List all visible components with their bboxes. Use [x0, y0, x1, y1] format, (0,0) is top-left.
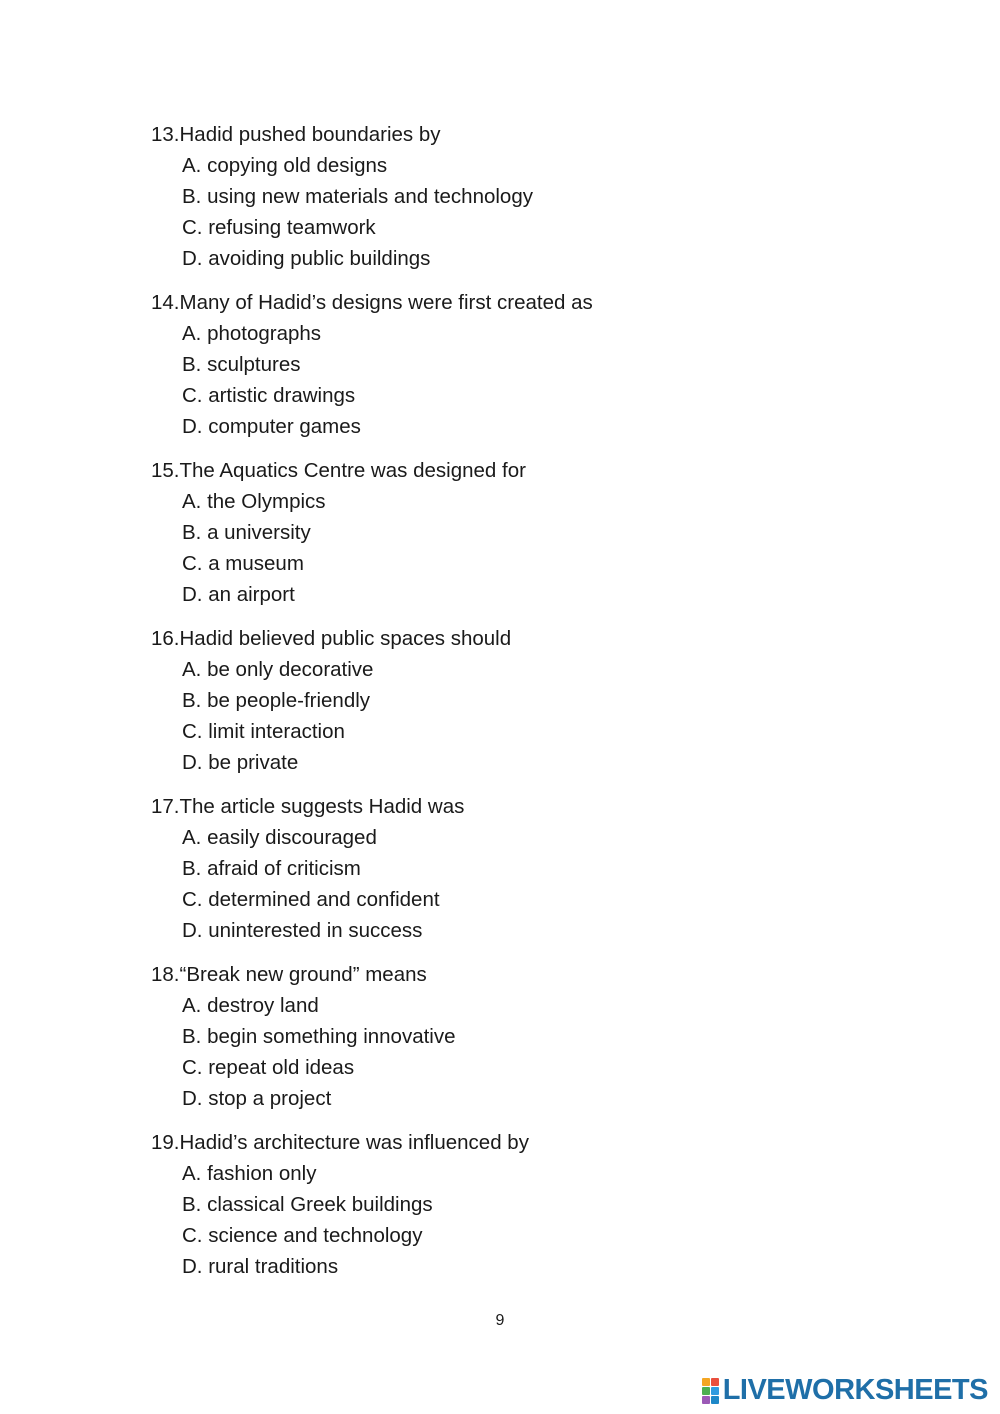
option-c[interactable]: C. science and technology — [182, 1224, 423, 1247]
option-d[interactable]: D. an airport — [182, 583, 295, 606]
option-list — [151, 990, 851, 1114]
option-list — [151, 1158, 851, 1282]
page-number: 9 — [495, 1312, 505, 1329]
option-b[interactable]: B. using new materials and technology — [182, 185, 533, 208]
option-d[interactable]: D. uninterested in success — [182, 919, 423, 942]
option-a[interactable]: A. copying old designs — [182, 154, 388, 177]
question-number: 18. — [151, 963, 180, 986]
question-text: Hadid pushed boundaries by — [179, 123, 441, 146]
option-a[interactable]: A. photographs — [182, 322, 322, 345]
option-a[interactable]: A. destroy land — [182, 994, 319, 1017]
option-b[interactable]: B. be people-friendly — [182, 689, 371, 712]
question-16 — [151, 623, 851, 778]
question-text: The Aquatics Centre was designed for — [179, 459, 526, 482]
question-stem — [151, 455, 851, 486]
question-number: 19. — [151, 1131, 180, 1154]
option-b[interactable]: B. sculptures — [182, 353, 301, 376]
question-text: The article suggests Hadid was — [179, 795, 465, 818]
option-d[interactable]: D. be private — [182, 751, 299, 774]
option-a[interactable]: A. the Olympics — [182, 490, 326, 513]
question-stem — [151, 623, 851, 654]
question-stem — [151, 119, 851, 150]
liveworksheets-logo[interactable] — [702, 1373, 988, 1407]
option-b[interactable]: B. begin something innovative — [182, 1025, 456, 1048]
question-text: Many of Hadid’s designs were first created as — [179, 291, 593, 314]
liveworksheets-logo-icon — [702, 1377, 720, 1403]
question-number: 13. — [151, 123, 180, 146]
option-a[interactable]: A. fashion only — [182, 1162, 317, 1185]
question-number: 17. — [151, 795, 180, 818]
option-b[interactable]: B. classical Greek buildings — [182, 1193, 433, 1216]
question-stem — [151, 791, 851, 822]
question-14 — [151, 287, 851, 442]
option-c[interactable]: C. determined and confident — [182, 888, 440, 911]
logo-wordmark: LIVEWORKSHEETS — [722, 1374, 988, 1406]
question-number: 14. — [151, 291, 180, 314]
option-c[interactable]: C. a museum — [182, 552, 304, 575]
question-15 — [151, 455, 851, 610]
option-b[interactable]: B. afraid of criticism — [182, 857, 361, 880]
option-d[interactable]: D. rural traditions — [182, 1255, 339, 1278]
question-text: Hadid’s architecture was influenced by — [179, 1131, 529, 1154]
question-stem — [151, 959, 851, 990]
question-18 — [151, 959, 851, 1114]
option-d[interactable]: D. avoiding public buildings — [182, 247, 431, 270]
question-stem — [151, 1127, 851, 1158]
option-a[interactable]: A. easily discouraged — [182, 826, 377, 849]
question-text: Hadid believed public spaces should — [179, 627, 512, 650]
question-13 — [151, 119, 851, 274]
question-number: 16. — [151, 627, 180, 650]
option-list — [151, 486, 851, 610]
option-d[interactable]: D. computer games — [182, 415, 361, 438]
option-list — [151, 318, 851, 442]
option-c[interactable]: C. artistic drawings — [182, 384, 356, 407]
option-c[interactable]: C. limit interaction — [182, 720, 345, 743]
option-d[interactable]: D. stop a project — [182, 1087, 332, 1110]
option-list — [151, 654, 851, 778]
question-number: 15. — [151, 459, 180, 482]
option-b[interactable]: B. a university — [182, 521, 311, 544]
option-c[interactable]: C. repeat old ideas — [182, 1056, 355, 1079]
question-stem — [151, 287, 851, 318]
option-list — [151, 150, 851, 274]
question-text: “Break new ground” means — [179, 963, 427, 986]
option-a[interactable]: A. be only decorative — [182, 658, 374, 681]
question-19 — [151, 1127, 851, 1282]
question-list — [151, 119, 851, 1295]
question-17 — [151, 791, 851, 946]
option-list — [151, 822, 851, 946]
option-c[interactable]: C. refusing teamwork — [182, 216, 376, 239]
